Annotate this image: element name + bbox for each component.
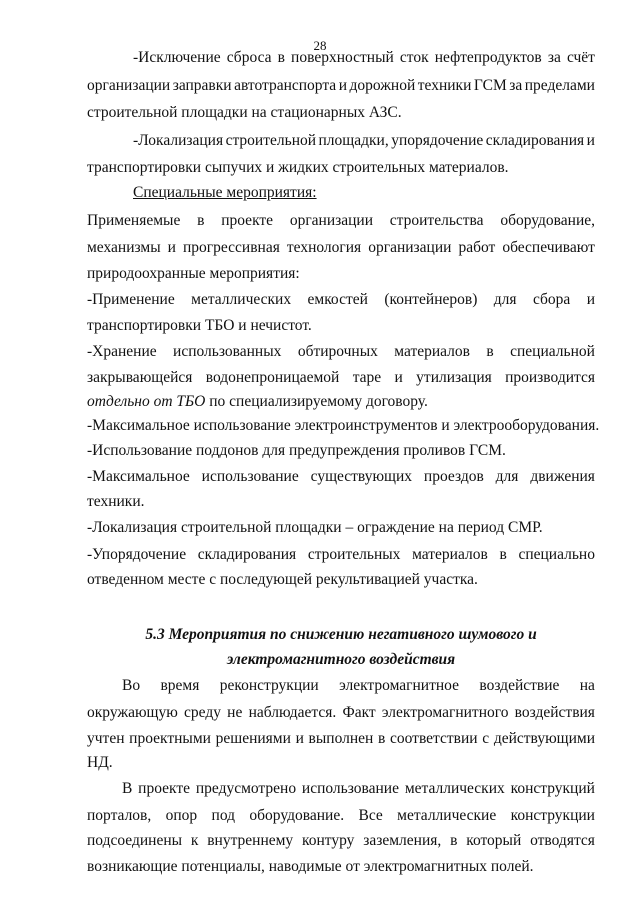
word: емкостей [307,291,368,308]
word: в [277,49,285,66]
word: в [499,546,507,563]
word: обеспечивают [502,239,595,256]
word: В [122,780,133,797]
word: организации [289,212,374,229]
word: и [295,730,304,747]
word: -Упорядочение [87,546,187,563]
word: строительства [389,212,484,229]
word: -Хранение [87,343,157,360]
text-line: -Локализация строительной площадки – ограждение на период СМР. [87,519,543,536]
word: наблюдается. [248,704,337,721]
word: складирования [197,546,297,563]
word: выполнен [308,730,374,747]
word: существующих [310,468,413,485]
text-line [87,467,595,487]
word: за [509,77,523,94]
word: дорожной [349,77,416,94]
text-line [87,368,595,388]
word: металлические [397,807,497,824]
word: предусмотрено [195,780,297,797]
word: металлических [404,780,505,797]
word: под [211,807,236,824]
word: на [579,677,595,694]
word: и [394,369,403,386]
word: время [160,677,200,694]
word: складирования [485,132,585,149]
word: соответствии [390,730,478,747]
word: сток [399,49,429,66]
word: прогрессивная [182,239,280,256]
word: закрывающейся [87,369,193,386]
text-line [87,392,595,412]
word: нефтепродуктов [434,49,542,66]
word: проектными [129,730,211,747]
word: оборудование. [249,807,345,824]
text-line: -Использование поддонов для предупреждения проливов ГСМ. [87,442,506,459]
word: обтирочных [297,343,378,360]
word: пределами [524,77,595,94]
word: -Исключение [133,49,221,66]
word: конструкции [510,807,595,824]
word: использование [201,468,299,485]
word: для [493,291,517,308]
word: строительных [307,546,401,563]
word: производится [505,369,595,386]
text-line [87,703,595,723]
word: и [586,132,595,149]
word: материалов [394,343,470,360]
word: использованных [173,343,282,360]
word: сброса [226,49,272,66]
text-line [122,676,595,696]
text-line [87,238,595,258]
word: Все [358,807,383,824]
word: конструкций [510,780,595,797]
text-line [87,729,595,749]
word: действующими [493,730,595,747]
word: который [466,832,522,849]
word: сбора [532,291,571,308]
word: для [495,468,519,485]
word: -Применение [87,291,175,308]
word: заправки [172,77,232,94]
word: техники [417,77,472,94]
text-line: НД. [87,754,113,771]
word: Во [122,677,141,694]
word: воздействие [479,677,560,694]
text-line [87,211,595,231]
word: механизмы [87,239,161,256]
word: с [482,730,490,747]
text-line: природоохранные мероприятия: [87,265,300,282]
text-line: техники. [87,493,145,510]
word: опор [165,807,198,824]
word: и [586,291,595,308]
section-heading: 5.3 Мероприятия по снижению негативного шумового и [145,626,537,643]
text-line [133,48,595,68]
word: Применяемые [87,212,181,229]
word: специальной [510,343,595,360]
word: и [167,239,176,256]
word: за [547,49,561,66]
word: движения [530,468,595,485]
word: воздействия [514,704,595,721]
word: порталов, [87,807,152,824]
text-line: строительной площадки на стационарных АЗС. [87,104,402,121]
word: оборудование, [500,212,595,229]
word: утилизация [416,369,492,386]
word: ГСМ [473,77,507,94]
text-line [122,779,595,799]
word: строительной [225,132,317,149]
word: -Локализация [133,132,224,149]
page-number: 28 [313,38,327,53]
word: -Максимальное [87,468,190,485]
text-span: по специализируемому договору. [205,393,428,410]
italic-phrase: отдельно от ТБО [87,393,206,410]
word: (контейнеров) [384,291,478,308]
word: реконструкции [219,677,319,694]
text-line [87,806,595,826]
word: не [227,704,243,721]
word: таре [352,369,382,386]
word: работ [458,239,496,256]
text-line: транспортировки сыпучих и жидких строительных материалов. [87,159,509,176]
word: проекте [221,212,274,229]
text-line: транспортировки ТБО и нечистот. [87,317,312,334]
text-line [133,131,595,151]
word: Факт [342,704,376,721]
word: в [486,343,494,360]
word: отводятся [530,832,595,849]
word: технология [286,239,362,256]
word: организации [87,77,171,94]
word: площадки, [318,132,389,149]
word: автотранспорта [234,77,337,94]
word: учтен [87,730,125,747]
text-line [87,290,595,310]
word: среду [184,704,221,721]
text-line [87,831,595,851]
word: в [450,832,458,849]
word: к [190,832,199,849]
word: в [378,730,386,747]
word: поверхностный [291,49,394,66]
word: специально [518,546,595,563]
text-line [87,545,595,565]
text-line: возникающие потенциалы, наводимые от электромагнитных полей. [87,858,534,875]
word: и [338,77,347,94]
word: счёт [566,49,595,66]
word: проекте [138,780,191,797]
word: электромагнитного [381,704,509,721]
word: электромагнитное [339,677,459,694]
text-line [87,76,595,96]
word: внутреннему [207,832,294,849]
word: окружающую [87,704,178,721]
word: решениями [215,730,291,747]
word: заземления, [363,832,442,849]
word: в [197,212,205,229]
word: использование [301,780,399,797]
word: контуру [302,832,355,849]
word: материалов [412,546,488,563]
text-line [87,342,595,362]
word: проездов [423,468,484,485]
word: организации [368,239,452,256]
word: упорядочение [391,132,484,149]
text-line: -Максимальное использование электроинструментов и электрооборудования. [87,417,600,434]
word: подсоединены [87,832,183,849]
section-heading: электромагнитного воздействия [226,651,456,668]
word: водонепроницаемой [205,369,340,386]
text-line: отведенном месте с последующей рекультивацией участка. [87,571,478,588]
section-subtitle: Специальные мероприятия: [133,184,317,201]
word: металлических [191,291,292,308]
